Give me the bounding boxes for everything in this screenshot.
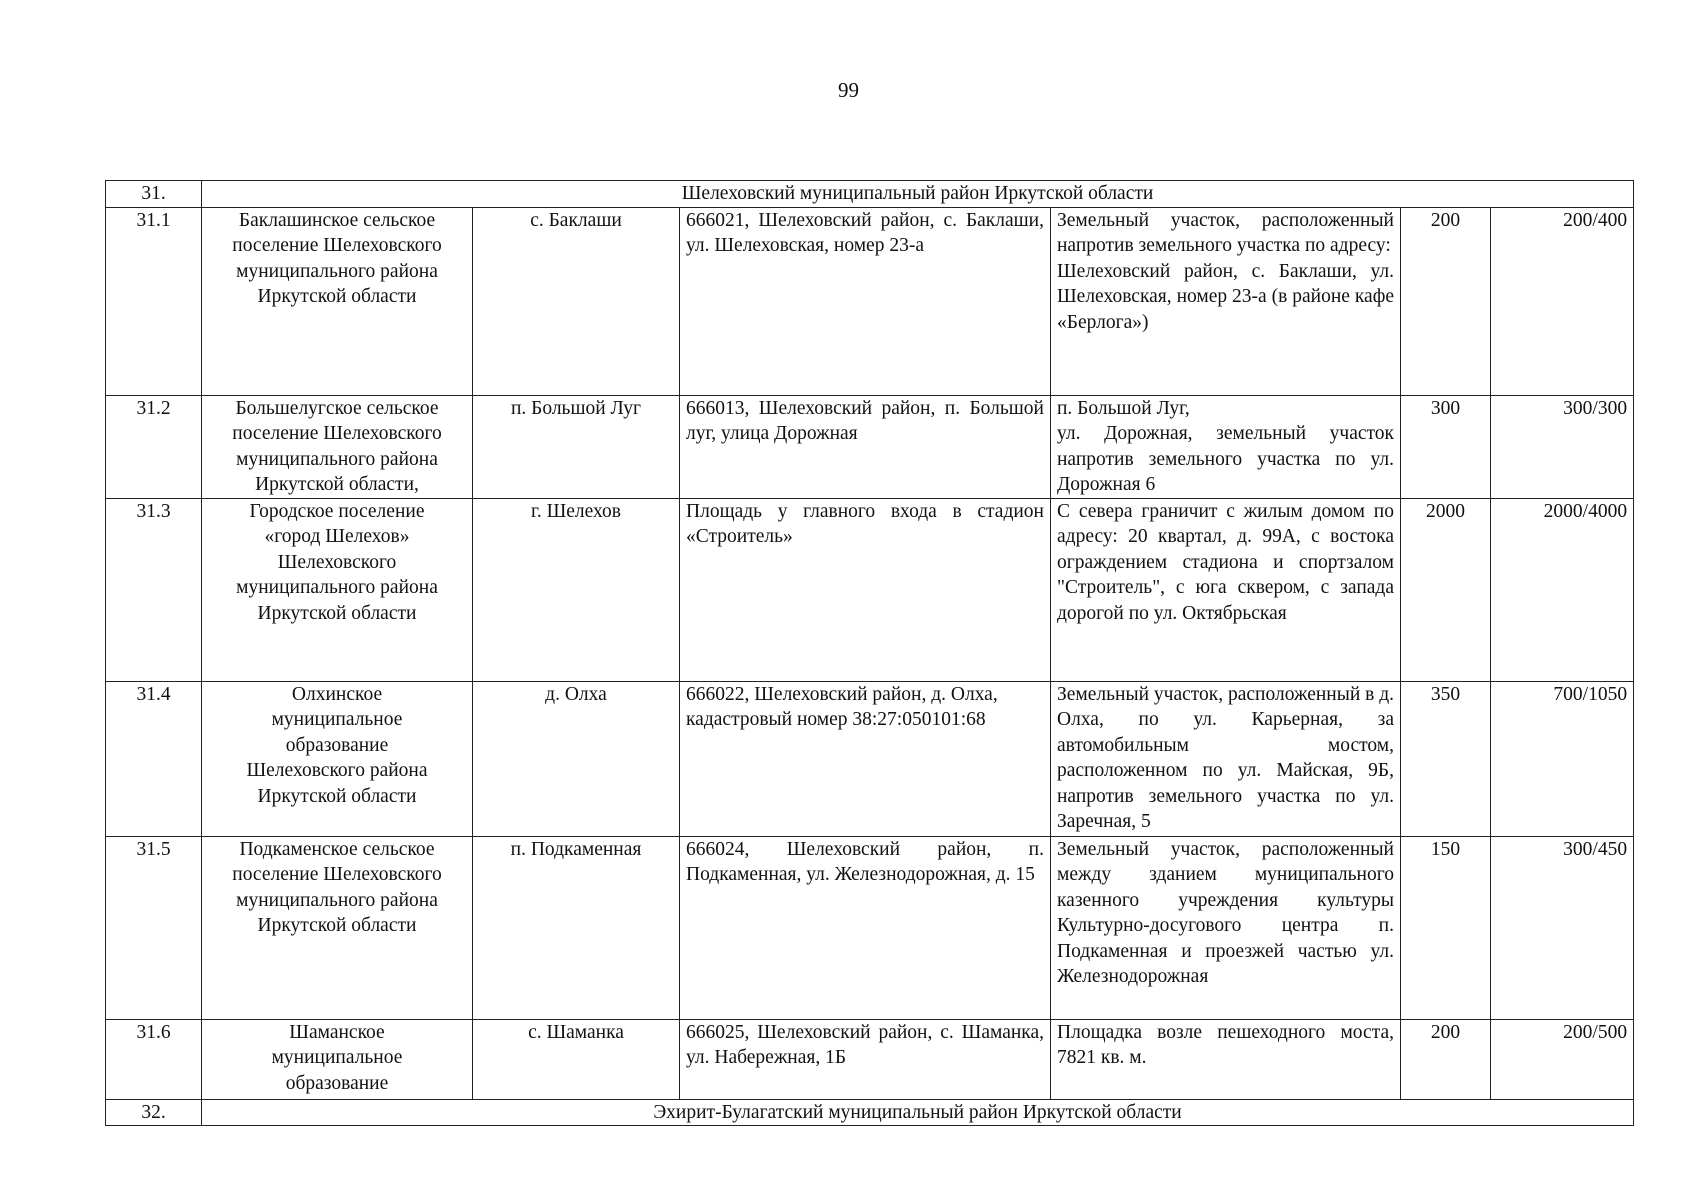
municipality-name: Городское поселение «город Шелехов» Шелеховского муниципального района Иркутской области [202,498,473,681]
section-number: 31. [106,181,202,208]
row-number: 31.4 [106,681,202,836]
area: 2000 [1401,498,1491,681]
row-number: 31.2 [106,395,202,498]
municipality-name: Подкаменское сельское поселение Шелеховского муниципального района Иркутской области [202,836,473,1019]
places: 300/300 [1491,395,1634,498]
municipality-name: Баклашинское сельское поселение Шелеховского муниципального района Иркутской области [202,207,473,395]
section-number: 32. [106,1099,202,1126]
row-number: 31.1 [106,207,202,395]
location-description: Земельный участок, расположенный в д. Олха, по ул. Карьерная, за автомобильным мостом, расположенном по ул. Майская, 9Б, напротив земельного участка по ул. Заречная, 5 [1051,681,1401,836]
location-description: Земельный участок, расположенный между зданием муниципального казенного учреждения культуры Культурно-досугового центра п. Подкаменная и проезжей частью ул. Железнодорожная [1051,836,1401,1019]
settlement: с. Баклаши [473,207,680,395]
table-row [106,1019,1634,1099]
area: 350 [1401,681,1491,836]
places: 2000/4000 [1491,498,1634,681]
table-row [106,836,1634,1019]
table-row [106,498,1634,681]
section-row-31 [106,181,1634,208]
settlement: с. Шаманка [473,1019,680,1099]
location-description: С севера граничит с жилым домом по адресу: 20 квартал, д. 99А, с востока ограждением стадиона и спортзалом "Строитель", с юга сквером, с запада дорогой по ул. Октябрьская [1051,498,1401,681]
location-description: Земельный участок, расположенный напротив земельного участка по адресу: Шелеховский район, с. Баклаши, ул. Шелеховская, номер 23-а (в районе кафе «Берлога») [1051,207,1401,395]
table-row [106,207,1634,395]
settlement: п. Подкаменная [473,836,680,1019]
area: 200 [1401,207,1491,395]
location-description: Площадка возле пешеходного моста, 7821 кв. м. [1051,1019,1401,1099]
location-description: п. Большой Луг, ул. Дорожная, земельный участок напротив земельного участка по ул. Дорожная 6 [1051,395,1401,498]
row-number: 31.3 [106,498,202,681]
page-number: 99 [838,78,859,102]
address: Площадь у главного входа в стадион «Строитель» [680,498,1051,681]
area: 150 [1401,836,1491,1019]
places: 200/500 [1491,1019,1634,1099]
address: 666022, Шелеховский район, д. Олха, кадастровый номер 38:27:050101:68 [680,681,1051,836]
places: 700/1050 [1491,681,1634,836]
section-row-32 [106,1099,1634,1126]
address: 666021, Шелеховский район, с. Баклаши, ул. Шелеховская, номер 23-а [680,207,1051,395]
settlement: п. Большой Луг [473,395,680,498]
settlement: г. Шелехов [473,498,680,681]
settlements-table [105,180,1634,1126]
municipality-name: Большелугское сельское поселение Шелеховского муниципального района Иркутской области, [202,395,473,498]
area: 200 [1401,1019,1491,1099]
table-row [106,681,1634,836]
places: 200/400 [1491,207,1634,395]
section-title: Эхирит-Булагатский муниципальный район Иркутской области [202,1099,1634,1126]
area: 300 [1401,395,1491,498]
row-number: 31.5 [106,836,202,1019]
section-title: Шелеховский муниципальный район Иркутской области [202,181,1634,208]
municipality-name: Олхинское муниципальное образование Шелеховского района Иркутской области [202,681,473,836]
municipality-name: Шаманское муниципальное образование [202,1019,473,1099]
settlement: д. Олха [473,681,680,836]
table-row [106,395,1634,498]
row-number: 31.6 [106,1019,202,1099]
address: 666025, Шелеховский район, с. Шаманка, ул. Набережная, 1Б [680,1019,1051,1099]
address: 666013, Шелеховский район, п. Большой луг, улица Дорожная [680,395,1051,498]
address: 666024, Шелеховский район, п. Подкаменная, ул. Железнодорожная, д. 15 [680,836,1051,1019]
places: 300/450 [1491,836,1634,1019]
